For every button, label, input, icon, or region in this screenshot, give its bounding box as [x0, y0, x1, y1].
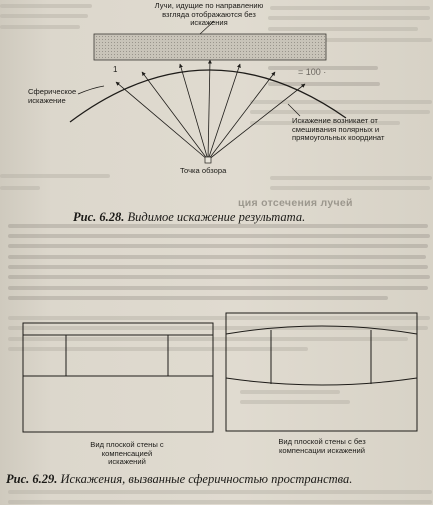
view-rays: [116, 60, 305, 160]
viewpoint-marker: [205, 157, 211, 163]
background-formula: = 100 ·: [298, 67, 327, 77]
caption-figure-6-28: [73, 210, 305, 225]
caption-figure-6-29: [6, 472, 352, 487]
wall-without-compensation: [226, 313, 417, 431]
label-rays: Лучи, идущие по направлению взгляда отображаются без искажения: [154, 1, 264, 28]
caption-number: Рис. 6.28.: [73, 210, 125, 224]
label-coordinate-distortion: Искажение возникает от смешивания полярных и прямоугольных координат: [292, 116, 385, 143]
label-viewpoint: Точка обзора: [180, 166, 227, 175]
label-wall-with-compensation: Вид плоской стены с компенсацией искажений: [90, 440, 164, 467]
caption-number: Рис. 6.29.: [6, 472, 58, 486]
label-wall-without-compensation: Вид плоской стены с без компенсации искажений: [278, 437, 366, 455]
caption-text: Видимое искажение результата.: [127, 210, 306, 224]
leader-distortion: [288, 104, 300, 116]
leader-spherical: [78, 86, 104, 94]
flat-wall: [94, 34, 326, 60]
background-section-heading: ция отсечения лучей: [238, 197, 353, 209]
label-spherical-distortion: Сферическое искажение: [28, 87, 77, 105]
caption-text: Искажения, вызванные сферичностью пространства.: [60, 472, 353, 486]
tick-mark: 1: [113, 65, 118, 74]
spherical-arc: [70, 67, 346, 122]
wall-with-compensation: [23, 323, 213, 432]
